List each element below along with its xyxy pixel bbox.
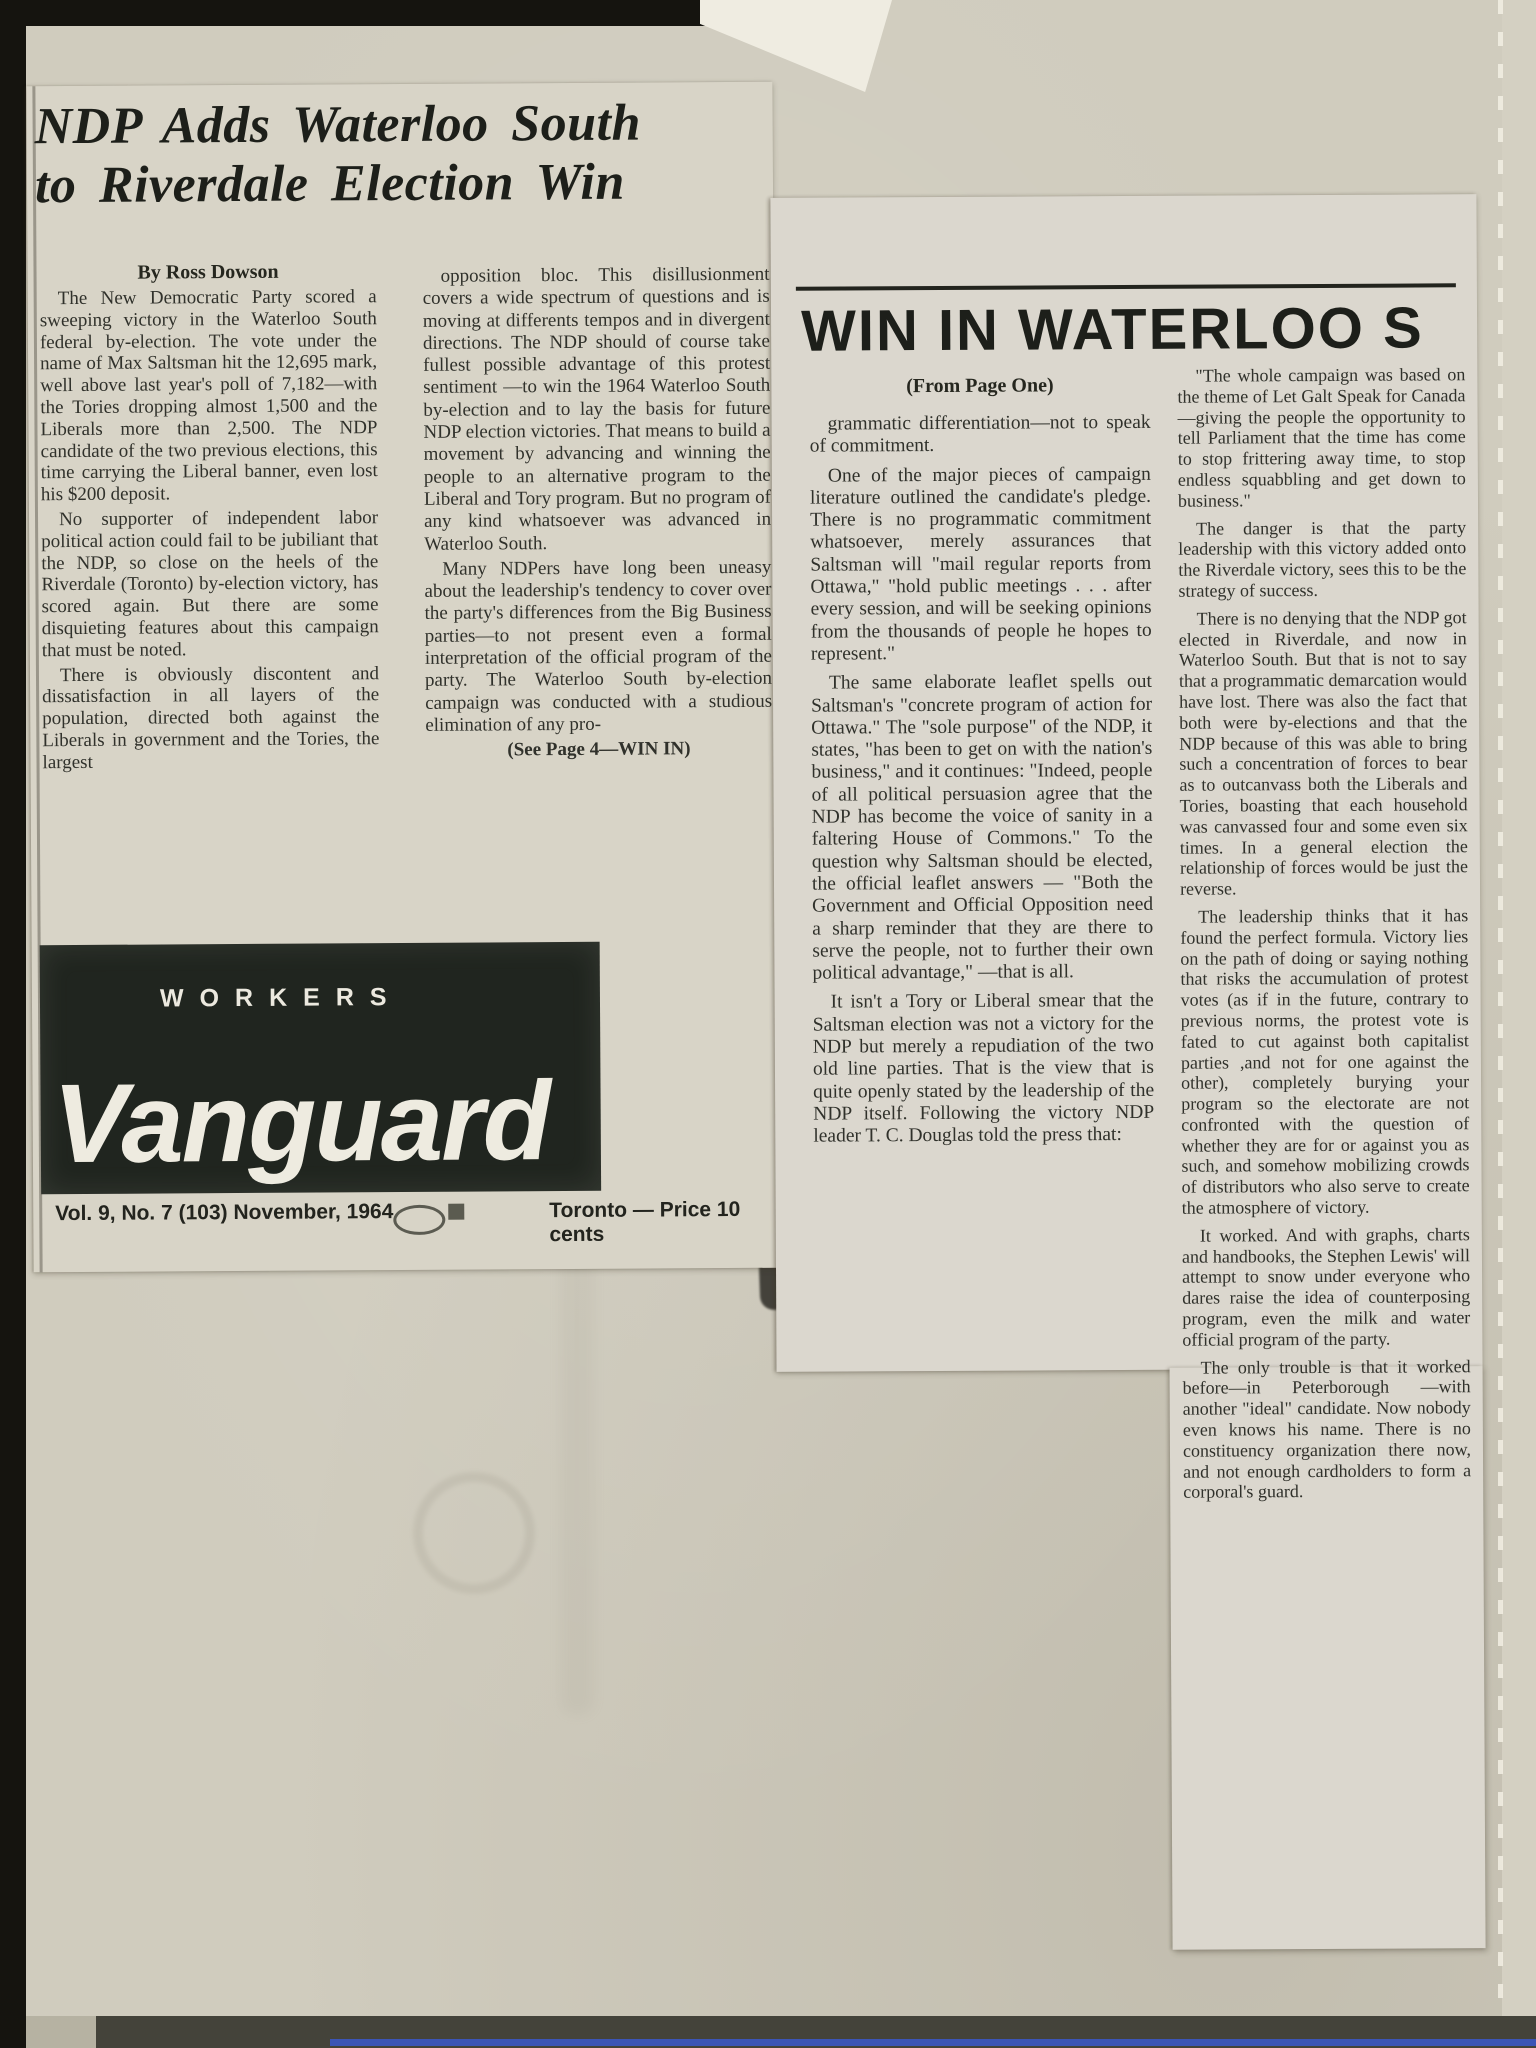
- paragraph: Many NDPers have long been uneasy about the leadership's tendency to cover over the party's differences from the Big Business parties—to not present even a formal interpretation of the official program of the party. The Waterloo South by-election campaign was conducted with a studious elimination of any pro-: [424, 556, 773, 736]
- clipping-win-in-waterloo: [770, 194, 1485, 1952]
- from-page-one-note: (From Page One): [906, 374, 1054, 398]
- union-bug-icon: [393, 1205, 445, 1235]
- scan-edge-top: [0, 0, 706, 26]
- paragraph: There is obviously discontent and dissatisfaction in all layers of the population, directed both against the Liberals in government and the Tories, the largest: [42, 662, 380, 773]
- city-price-line: Toronto — Price 10 cents: [549, 1197, 741, 1247]
- paragraph: No supporter of independent labor political action could fail to be jubiliant that the NDP, so close on the heels of the Riverdale (Toronto) by-election victory, has scored again. But there are some disquieting features about this campaign that must be noted.: [41, 507, 379, 661]
- masthead-kicker: WORKERS: [159, 983, 403, 1013]
- continuation-column-2: [1177, 364, 1471, 1510]
- clipping-ndp-adds-waterloo: [26, 82, 779, 1273]
- continued-on-note: (See Page 4—WIN IN): [507, 738, 691, 761]
- article-headline: NDP Adds Waterloo South to Riverdale Election Win: [34, 94, 642, 214]
- paragraph: It worked. And with graphs, charts and handbooks, the Stephen Lewis' will attempt to snow under everyone who dares raise the idea of counterposing program, even the milk and water official program of the party.: [1181, 1224, 1471, 1350]
- album-stitch-seam: [1498, 0, 1503, 2048]
- continuation-column-1: [810, 412, 1155, 1155]
- bleedthrough-smudge: [560, 1215, 594, 1715]
- paragraph: grammatic differentiation—not to speak of commitment.: [809, 411, 1151, 457]
- bleedthrough-stamp-ghost: [413, 1472, 535, 1594]
- scan-edge-left: [0, 0, 26, 2048]
- masthead-title: Vanguard: [52, 1058, 550, 1187]
- paragraph: The leadership thinks that it has found the perfect formula. Victory lies on the path of doing or saying nothing that risks the accumulation of protest votes (as if in the future, contrary to previous norms, the protest vote is fated to cut against both capitalist parties ,and not for one against the other), completely burying your program so the electorate are not confronted with the question of whether they are for or against you as such, and somehow mobilizing crowds of distributors who also serve to create the atmosphere of victory.: [1180, 905, 1470, 1218]
- continuation-headline: WIN IN WATERLOO S: [800, 295, 1424, 364]
- paragraph: The only trouble is that it worked before—in Peterborough —with another "ideal" candidate. Now nobody even knows his name. There is no constituency organization there now, and not enough cardholders to form a corporal's guard.: [1182, 1355, 1472, 1503]
- paragraph: One of the major pieces of campaign literature outlined the candidate's pledge. There is no programmatic commitment whatsoever, merely assurances that Saltsman will "mail regular reports from Ottawa," "hold public meetings . . . after every session, and will be seeking opinions from the thousands of people he hopes to represent.": [809, 463, 1152, 665]
- album-edge-band: [1502, 0, 1536, 2048]
- article-column-2-text: [422, 264, 772, 737]
- paragraph: The same elaborate leaflet spells out Saltsman's "concrete program of action for Ottawa." The "sole purpose" of the NDP, it states, "has been to get on with the nation's business," and it continues: "Indeed, people of all political persuasion agree that the NDP has become the voice of sanity in a faltering House of Commons." To the question why Saltsman should be elected, the official leaflet answers — "Both the Government and Official Opposition need a sharp reminder that they are there to serve the people, not to further their own political advantage," —that is all.: [811, 671, 1154, 984]
- union-label-icon: [448, 1204, 464, 1220]
- paragraph: opposition bloc. This disillusionment covers a wide spectrum of questions and is moving at differents tempos and in divergent directions. The NDP should of course take fullest possible advantage of this protest sentiment —to win the 1964 Waterloo South by-election and to lay the basis for future NDP election victories. That means to build a movement by advancing and winning the people to an alternative program to the Liberal and Tory program. But no program of any kind whatsoever was advanced in Waterloo South.: [422, 263, 772, 555]
- paragraph: The New Democratic Party scored a sweeping victory in the Waterloo South federal by-election. The vote under the name of Max Saltsman hit the 12,695 mark, well above last year's poll of 7,182—with the Tories dropping almost 1,500 and the Liberals more than 2,500. The NDP candidate of the two previous elections, this time carrying the Liberal banner, even lost his $200 deposit.: [39, 286, 378, 506]
- scan-edge-blue-line: [330, 2039, 1536, 2046]
- scan-edge-bottom-light: [26, 2016, 96, 2048]
- paragraph: "The whole campaign was based on the theme of Let Galt Speak for Canada—giving the people the opportunity to tell Parliament that the time has come to stop frittering away time, to stop endless squabbling and get down to business.": [1177, 364, 1466, 511]
- article-byline: By Ross Dowson: [137, 260, 279, 284]
- scan-corner-highlight: [700, 0, 892, 92]
- paragraph: There is no denying that the NDP got elected in Riverdale, and now in Waterloo South. But that is not to say that a programmatic demarcation would have lost. There was also the fact that both were by-elections and that the NDP because of this was able to bring such a concentration of forces to bear as to outcanvass both the Liberals and Tories, boasting that each household was canvassed four and some even six times. In a general election the relationship of forces would be just the reverse.: [1178, 606, 1468, 899]
- workers-vanguard-masthead: [40, 942, 602, 1194]
- volume-date-line: Vol. 9, No. 7 (103) November, 1964: [55, 1200, 394, 1226]
- article-column-1: [40, 286, 380, 777]
- article-column-2: [422, 264, 772, 763]
- paragraph: It isn't a Tory or Liberal smear that the Saltsman election was not a victory for the NDP but merely a repudiation of the two old line parties. That is the view that is quite openly stated by the leadership of the NDP itself. Following the victory NDP leader T. C. Douglas told the press that:: [812, 990, 1155, 1147]
- paragraph: The danger is that the party leadership with this victory added onto the Riverdale victory, sees this to be the strategy of success.: [1178, 516, 1467, 601]
